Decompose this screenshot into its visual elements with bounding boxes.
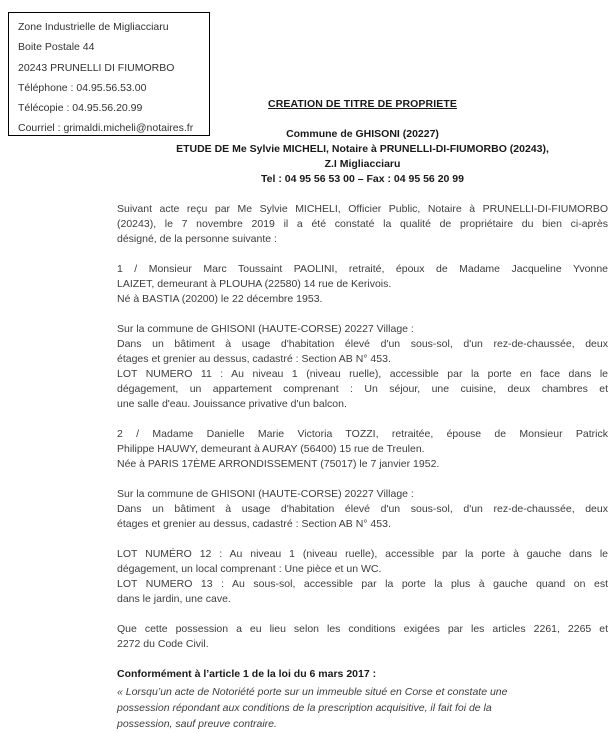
paragraph-owner-2 [117,427,608,472]
document-header [117,97,608,187]
text-line: Philippe HAUWY, demeurant à AURAY (56400) 15 rue de Treulen. [117,443,425,455]
document-footer [117,667,608,732]
header-tel-fax-line: Tel : 04 95 56 53 00 – Fax : 04 95 56 20 99 [261,173,464,185]
text-line: désigné, de la personne suivante : [117,233,277,245]
text-line: 2272 du Code Civil. [117,638,209,650]
law-quote [117,684,608,732]
text-line: Que cette possession a eu lieu selon les conditions exigées par les articles 2261, 2265 et [117,623,608,635]
text-line: LOT NUMÉRO 12 : Au niveau 1 (niveau ruelle), accessible par la porte à gauche dans le [117,548,608,560]
law-quote-line: « Lorsqu’un acte de Notoriété porte sur un immeuble situé en Corse et constate une [117,686,508,698]
letterhead-email-line: Courriel : grimaldi.micheli@notaires.fr [18,122,194,135]
paragraph-property-lot-11 [117,322,608,412]
paragraph-property-2 [117,487,608,532]
text-line: une salle d'eau. Jouissance privative d'un balcon. [117,398,347,410]
text-line: Sur la commune de GHISONI (HAUTE-CORSE) 20227 Village : [117,323,414,335]
text-line: dégagement, un local comprenant : Une pièce et un WC. [117,563,382,575]
text-line: LOT NUMERO 11 : Au niveau 1 (niveau ruelle), accessible par la porte en face dans le [117,368,608,380]
header-commune-line: Commune de GHISONI (20227) [286,128,439,140]
paragraph-possession-conditions [117,622,608,652]
text-line: dans le jardin, une cave. [117,593,231,605]
law-quote-line: possession répondant aux conditions de la prescription acquisitive, il fait foi de la [117,702,492,714]
document-column [117,0,608,732]
text-line: Dans un bâtiment à usage d'habitation élevé d'un sous-sol, d'un rez-de-chaussée, deux [117,338,608,350]
text-line: Né à BASTIA (20200) le 22 décembre 1953. [117,293,323,305]
letterhead-city-line: 20243 PRUNELLI DI FIUMORBO [18,61,175,74]
letterhead-phone-line: Téléphone : 04.95.56.53.00 [18,81,147,94]
text-line: Sur la commune de GHISONI (HAUTE-CORSE) 20227 Village : [117,488,414,500]
paragraph-owner-1 [117,262,608,307]
law-quote-line: possession, sauf preuve contraire. [117,718,277,730]
text-line: 1 / Monsieur Marc Toussaint PAOLINI, retraité, époux de Madame Jacqueline Yvonne [117,263,608,275]
text-line: (20243), le 7 novembre 2019 il a été constaté la qualité de propriétaire du bien ci-après [117,218,608,230]
text-line: étages et grenier au dessus, cadastré : Section AB N° 453. [117,518,391,530]
text-line: Suivant acte reçu par Me Sylvie MICHELI, Officier Public, Notaire à PRUNELLI-DI-FIUMORBO [117,203,608,215]
text-line: 2 / Madame Danielle Marie Victoria TOZZI, retraitée, épouse de Monsieur Patrick [117,428,608,440]
letterhead-fax-line: Télécopie : 04.95.56.20.99 [18,102,143,115]
paragraph-lots-12-13 [117,547,608,607]
text-line: Née à PARIS 17ÈME ARRONDISSEMENT (75017) le 7 janvier 1952. [117,458,440,470]
text-line: dégagement, un appartement comprenant : Un séjour, une cuisine, deux chambres et [117,383,608,395]
text-line: étages et grenier au dessus, cadastré : Section AB N° 453. [117,353,391,365]
header-address-line: Z.I Migliacciaru [324,158,401,170]
conformity-heading: Conformément à l’article 1 de la loi du 6 mars 2017 : [117,668,377,680]
letterhead-zone-line: Zone Industrielle de Migliacciaru [18,21,169,33]
document-title: CREATION DE TITRE DE PROPRIETE [268,98,457,110]
text-line: LOT NUMERO 13 : Au sous-sol, accessible par la porte la plus à gauche quand on est [117,578,608,590]
header-etude-line: ETUDE DE Me Sylvie MICHELI, Notaire à PRUNELLI-DI-FIUMORBO (20243), [176,143,549,155]
letterhead-po-box-line: Boite Postale 44 [18,41,95,54]
paragraph-act-intro [117,202,608,247]
document-body [117,202,608,652]
text-line: LAIZET, demeurant à PLOUHA (22580) 14 rue de Kerivois. [117,278,392,290]
text-line: Dans un bâtiment à usage d'habitation élevé d'un sous-sol, d'un rez-de-chaussée, deux [117,503,608,515]
